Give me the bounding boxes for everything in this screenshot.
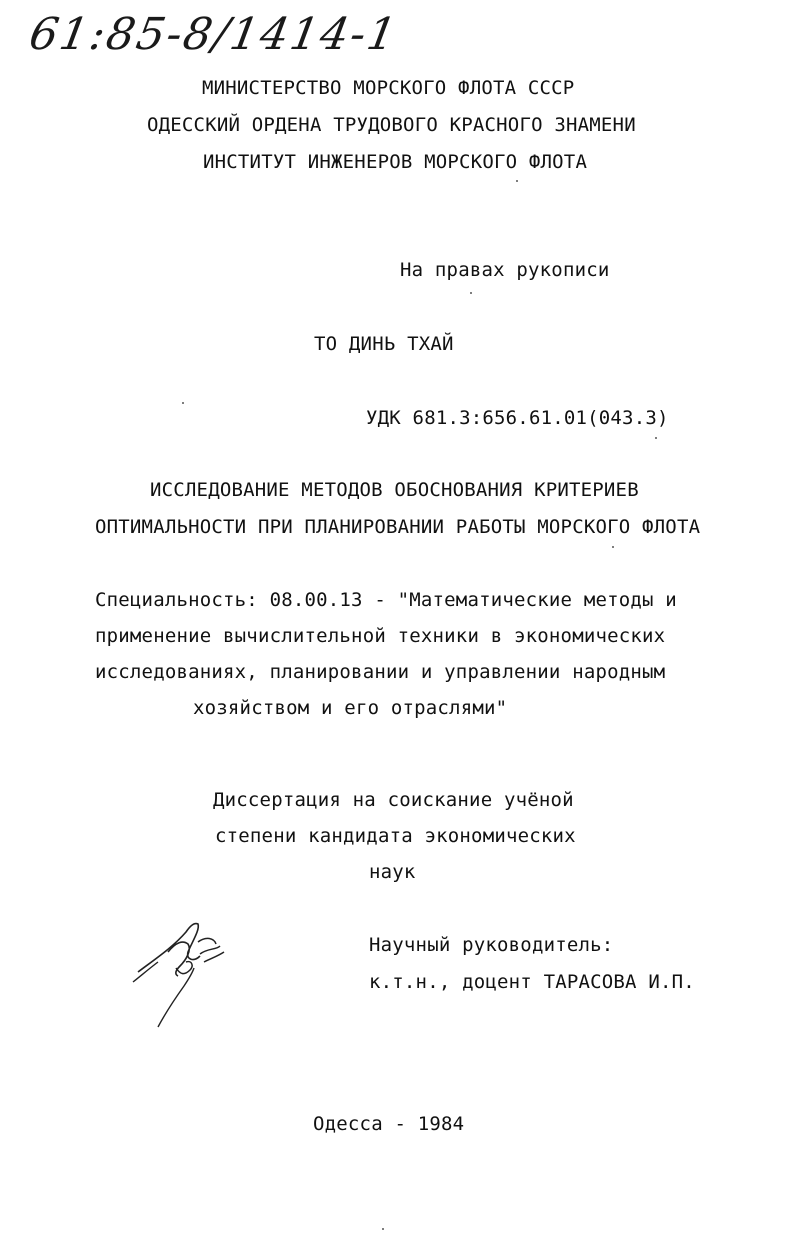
supervisor-label: Научный руководитель:: [369, 934, 614, 956]
scan-speck: [655, 437, 657, 439]
specialty-line-1: Специальность: 08.00.13 - "Математические методы и: [95, 589, 677, 611]
scan-speck: [182, 402, 184, 404]
title-line-1: ИССЛЕДОВАНИЕ МЕТОДОВ ОБОСНОВАНИЯ КРИТЕРИЕВ: [150, 479, 639, 501]
udc-code: УДК 681.3:656.61.01(043.3): [366, 407, 669, 429]
header-institute-order: ОДЕССКИЙ ОРДЕНА ТРУДОВОГО КРАСНОГО ЗНАМЕНИ: [147, 114, 636, 136]
dissertation-line-1: Диссертация на соискание учёной: [213, 789, 574, 811]
header-institute-name: ИНСТИТУТ ИНЖЕНЕРОВ МОРСКОГО ФЛОТА: [203, 151, 588, 173]
scan-speck: [382, 1228, 384, 1230]
place-and-year: Одесса - 1984: [313, 1113, 465, 1135]
author-name: ТО ДИНЬ ТХАЙ: [314, 333, 454, 355]
handwritten-signature: [128, 912, 238, 1032]
specialty-line-3: исследованиях, планировании и управлении народным: [95, 661, 666, 683]
dissertation-line-3: наук: [369, 861, 416, 883]
specialty-line-4: хозяйством и его отраслями": [193, 697, 508, 719]
dissertation-line-2: степени кандидата экономических: [215, 825, 576, 847]
manuscript-rights: На правах рукописи: [400, 259, 610, 281]
scan-speck: [516, 180, 518, 182]
handwritten-archive-note: 61:85-8/1414-1: [25, 9, 402, 60]
scan-speck: [612, 546, 614, 548]
title-line-2: ОПТИМАЛЬНОСТИ ПРИ ПЛАНИРОВАНИИ РАБОТЫ МОРСКОГО ФЛОТА: [95, 516, 701, 538]
supervisor-name: к.т.н., доцент ТАРАСОВА И.П.: [369, 971, 695, 993]
specialty-line-2: применение вычислительной техники в экономических: [95, 625, 666, 647]
header-ministry: МИНИСТЕРСТВО МОРСКОГО ФЛОТА СССР: [202, 77, 575, 99]
scan-speck: [470, 292, 472, 294]
